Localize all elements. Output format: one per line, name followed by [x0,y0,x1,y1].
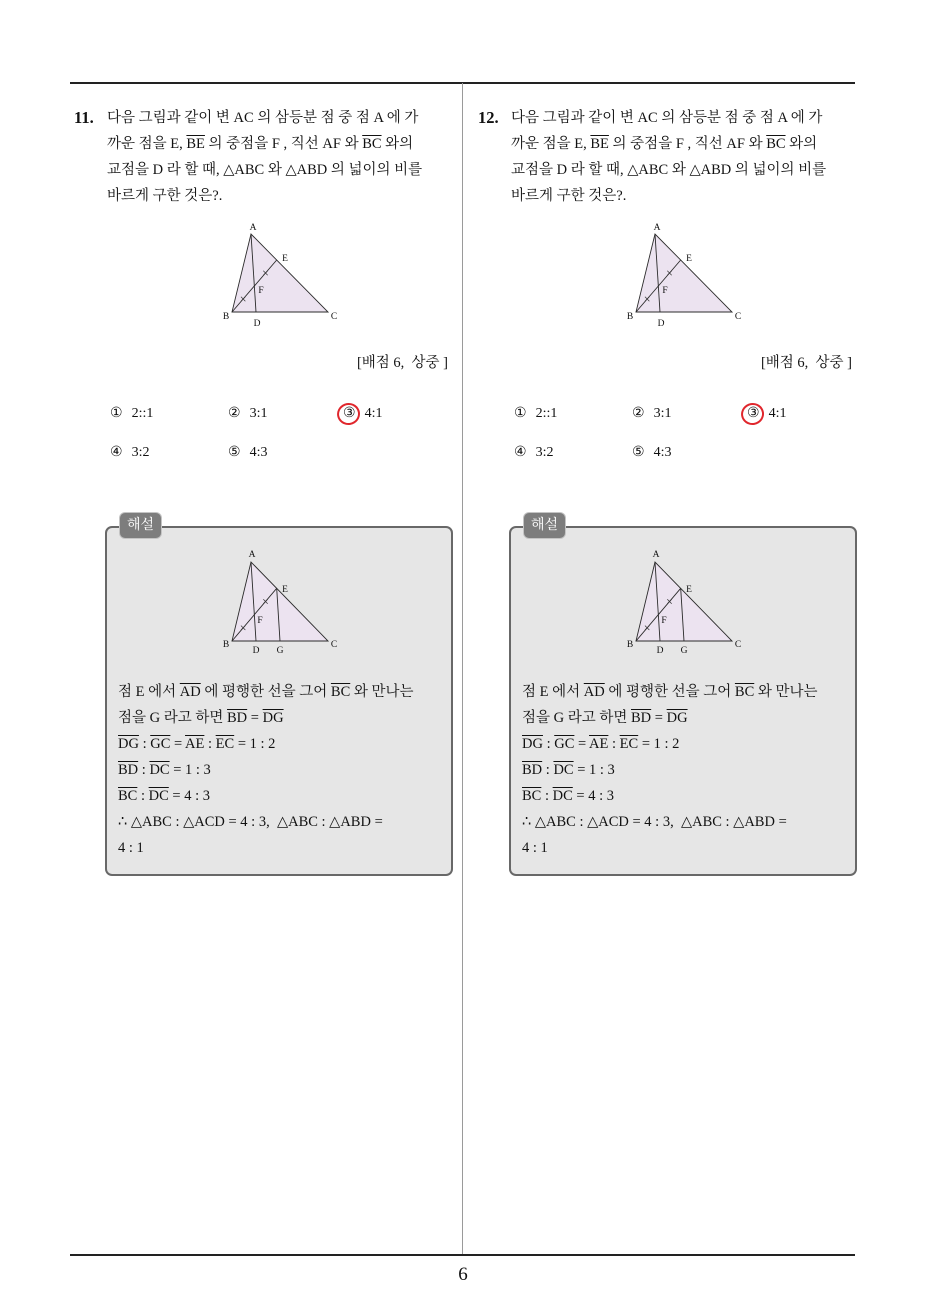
point-label-a: A [652,550,660,560]
solution-line [522,783,818,809]
choice-text: 4:3 [653,445,672,460]
text-run: 점을 G 라고 하면 [522,710,632,726]
segment-notation: $\overline{BC}$ [766,136,786,152]
problem-column [0,0,460,1300]
choice-text: 4:3 [249,445,268,460]
point-label-e: E [282,585,288,595]
choice-4 [110,440,228,479]
segment-notation: $\overline{BE}$ [186,136,205,152]
point-label-c: C [330,312,338,322]
choice-number-wrap [110,440,123,466]
triangle-figure [215,215,345,330]
text-run: 와의 [785,136,818,152]
score-info: [배점 6, 상중 ] [760,355,852,371]
segment-notation: $\overline{GC}$ [150,736,171,752]
text-run: 의 중점을 F , 직선 AF 와 [608,136,767,152]
point-label-d: D [252,646,260,656]
segment-notation: $\overline{AD}$ [583,684,605,700]
choice-number: ① [514,406,527,421]
segment-notation: $\overline{DC}$ [148,788,169,804]
solution-text [522,679,818,861]
text-run: = 4 : 3 [168,788,210,804]
text-run: : [137,788,149,804]
text-run: : [204,736,216,752]
choice-4 [514,440,632,479]
text-run: 교점을 D 라 할 때, △ABC 와 △ABD 의 넓이의 비를 [511,162,827,178]
text-run: = [651,710,667,726]
point-label-b: B [222,312,230,322]
point-label-d: D [253,319,261,329]
point-label-d: D [656,646,664,656]
segment-notation: $\overline{BD}$ [631,710,652,726]
choice-text: 3:2 [131,445,150,460]
text-run: 에 평행한 선을 그어 [604,684,735,700]
triangle-abc [232,562,328,641]
segment-notation: $\overline{GC}$ [554,736,575,752]
point-label-f: F [258,286,264,296]
text-run: : [138,736,151,752]
answer-choices [110,401,443,479]
segment-notation: $\overline{DC}$ [149,762,170,778]
point-label-b: B [626,640,634,650]
point-label-c: C [330,640,338,650]
point-label-f: F [661,616,667,626]
text-run: : [608,736,620,752]
point-label-a: A [248,550,256,560]
text-run: 4 : 1 [522,840,548,856]
segment-notation: $\overline{DG}$ [666,710,688,726]
choice-number-wrap [228,440,241,466]
solution-line [118,809,414,835]
choice-number: ⑤ [228,445,241,460]
point-label-a: A [249,223,257,233]
choice-5 [228,440,343,479]
solution-line [118,679,414,705]
text-run: : [541,788,553,804]
question-line [107,157,422,183]
solution-line [118,757,414,783]
text-run: 점 E 에서 [118,684,180,700]
solution-line [522,757,818,783]
choice-number: ② [632,406,645,421]
text-run: ∴ △ABC : △ACD = 4 : 3, △ABC : △ABD = [522,814,787,830]
text-run: 까운 점을 E, [511,136,591,152]
solution-line [118,705,414,731]
question-line [511,105,826,131]
question-line [511,157,826,183]
text-run: 다음 그림과 같이 변 AC 의 삼등분 점 중 점 A 에 가 [107,110,419,126]
solution-line [118,783,414,809]
choice-2 [632,401,747,440]
text-run: = 1 : 3 [169,762,211,778]
segment-notation: $\overline{EC}$ [619,736,639,752]
text-run: = 1 : 2 [234,736,276,752]
segment-notation: $\overline{DG}$ [118,736,139,752]
solution-label: 해설 [120,513,161,538]
choice-text: 3:1 [653,406,672,421]
segment-notation: $\overline{BC}$ [118,788,138,804]
point-label-f: F [257,616,263,626]
choice-text: 2::1 [131,406,154,421]
solution-line [522,705,818,731]
point-label-e: E [686,254,692,264]
triangle-abc [636,562,732,641]
triangle-figure [619,545,749,660]
choice-5 [632,440,747,479]
text-run: 까운 점을 E, [107,136,187,152]
problem-number: 11. [74,108,94,127]
choice-1 [514,401,632,440]
score-info: [배점 6, 상중 ] [356,355,448,371]
segment-notation: $\overline{BD}$ [227,710,248,726]
segment-notation: $\overline{AE}$ [589,736,609,752]
point-label-c: C [734,312,742,322]
text-run: : [542,736,555,752]
solution-line [522,679,818,705]
choice-number: ④ [514,445,527,460]
choice-number: ⑤ [632,445,645,460]
choice-number-wrap [632,440,645,466]
triangle-abc [636,234,732,312]
segment-notation: $\overline{BC}$ [362,136,382,152]
text-run: : [542,762,554,778]
question-line [511,131,826,157]
solution-line [118,835,414,861]
text-run: = [574,736,590,752]
choice-text: 3:2 [535,445,554,460]
text-run: 점 E 에서 [522,684,584,700]
text-run: 다음 그림과 같이 변 AC 의 삼등분 점 중 점 A 에 가 [511,110,823,126]
text-run: 바르게 구한 것은?. [107,188,223,204]
point-label-a: A [653,223,661,233]
choice-text: 4:1 [768,406,787,421]
question-line [107,183,422,209]
solution-line [118,731,414,757]
choice-number: ④ [110,445,123,460]
choice-number-wrap [343,401,356,427]
segment-notation: $\overline{AD}$ [179,684,201,700]
segment-notation: $\overline{BE}$ [590,136,609,152]
solution-label: 해설 [524,513,565,538]
choice-number-wrap [110,401,123,427]
problem-column [404,0,864,1300]
choice-text: 3:1 [249,406,268,421]
point-label-g: G [276,646,284,656]
choice-number: ① [110,406,123,421]
point-label-e: E [686,585,692,595]
text-run: = 1 : 2 [638,736,680,752]
question-line [107,131,422,157]
choice-1 [110,401,228,440]
choice-number: ③ [343,406,356,421]
segment-notation: $\overline{BC}$ [522,788,542,804]
point-label-e: E [282,254,288,264]
text-run: 에 평행한 선을 그어 [200,684,331,700]
text-run: = [170,736,186,752]
choice-number-wrap [632,401,645,427]
text-run: 와 만나는 [754,684,818,700]
text-run: 바르게 구한 것은?. [511,188,627,204]
segment-notation: $\overline{BC}$ [734,684,755,700]
segment-notation: $\overline{DC}$ [552,788,573,804]
triangle-abc [232,234,328,312]
segment-notation: $\overline{BC}$ [330,684,351,700]
text-run: ∴ △ABC : △ACD = 4 : 3, △ABC : △ABD = [118,814,383,830]
segment-notation: $\overline{DG}$ [522,736,543,752]
text-run: = [247,710,263,726]
solution-line [522,731,818,757]
choice-number-wrap [514,401,527,427]
choice-3 [747,401,847,440]
text-run: = 4 : 3 [572,788,614,804]
segment-notation: $\overline{DG}$ [262,710,284,726]
solution-text [118,679,414,861]
choice-number: ② [228,406,241,421]
question-line [511,183,826,209]
question-text [511,105,826,209]
segment-notation: $\overline{BD}$ [522,762,543,778]
text-run: 교점을 D 라 할 때, △ABC 와 △ABD 의 넓이의 비를 [107,162,423,178]
page-number: 6 [458,1264,468,1285]
segment-notation: $\overline{BD}$ [118,762,139,778]
text-run: 와의 [381,136,414,152]
text-run: : [138,762,150,778]
segment-notation: $\overline{EC}$ [215,736,235,752]
point-label-f: F [662,286,668,296]
text-run: = 1 : 3 [573,762,615,778]
text-run: 와 만나는 [350,684,414,700]
triangle-figure [215,545,345,660]
text-run: 의 중점을 F , 직선 AF 와 [204,136,363,152]
point-label-d: D [657,319,665,329]
choice-number-wrap [514,440,527,466]
solution-line [522,835,818,861]
problem-number: 12. [478,108,499,127]
choice-2 [228,401,343,440]
segment-notation: $\overline{DC}$ [553,762,574,778]
choice-text: 4:1 [364,406,383,421]
point-label-b: B [626,312,634,322]
choice-text: 2::1 [535,406,558,421]
text-run: 점을 G 라고 하면 [118,710,228,726]
point-label-b: B [222,640,230,650]
point-label-c: C [734,640,742,650]
choice-number: ③ [747,406,760,421]
triangle-figure [619,215,749,330]
question-line [107,105,422,131]
answer-choices [514,401,847,479]
choice-number-wrap [228,401,241,427]
segment-notation: $\overline{AE}$ [185,736,205,752]
choice-number-wrap [747,401,760,427]
text-run: 4 : 1 [118,840,144,856]
question-text [107,105,422,209]
solution-line [522,809,818,835]
point-label-g: G [680,646,688,656]
